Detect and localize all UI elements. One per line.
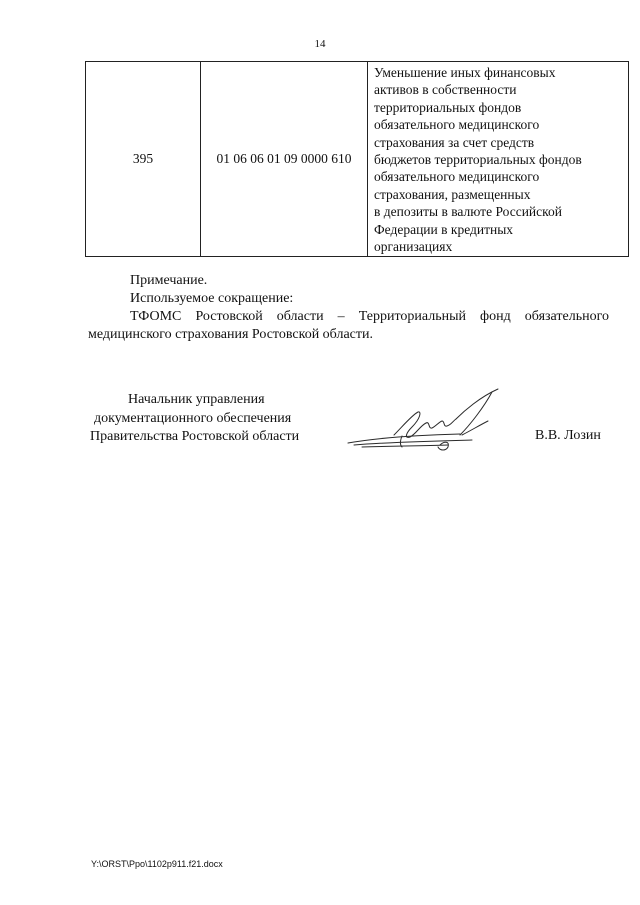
description-line: страхования, размещенных (374, 186, 531, 202)
description-cell (368, 62, 629, 257)
description-line: страхования за счет средств (374, 134, 535, 150)
budget-code-cell: 01 06 06 01 09 0000 610 (201, 62, 368, 257)
table-row (86, 62, 629, 257)
abbreviation-label: Используемое сокращение: (130, 291, 294, 306)
budget-code-table (85, 61, 629, 257)
position-line: Правительства Ростовской области (90, 429, 300, 444)
description-line: обязательного медицинского (374, 169, 540, 185)
description-line: Уменьшение иных финансовых (374, 65, 556, 80)
row-number-cell: 395 (86, 62, 201, 257)
page-number: 14 (314, 38, 326, 50)
handwritten-signature-icon (342, 385, 517, 463)
description-line: территориальных фондов (374, 99, 522, 115)
signatory-name: В.В. Лозин (535, 428, 601, 443)
footer-file-path: Y:\ORST\Ppo\1102p911.f21.docx (91, 859, 223, 869)
description-line: бюджетов территориальных фондов (374, 152, 582, 168)
description-line: активов в собственности (374, 82, 517, 98)
abbreviation-definition: ТФОМС Ростовской области – Территориальный фонд обязательного медицинского страхования Ростовской области. (88, 309, 609, 342)
position-line: Начальник управления (128, 392, 265, 407)
description-line: организациях (374, 239, 453, 255)
description-line: обязательного медицинского (374, 117, 540, 133)
description-line: в депозиты в валюте Российской (374, 204, 562, 220)
note-label: Примечание. (130, 273, 208, 288)
position-line: документационного обеспечения (94, 410, 292, 426)
description-line: Федерации в кредитных (374, 221, 514, 237)
signatory-position (90, 391, 299, 447)
